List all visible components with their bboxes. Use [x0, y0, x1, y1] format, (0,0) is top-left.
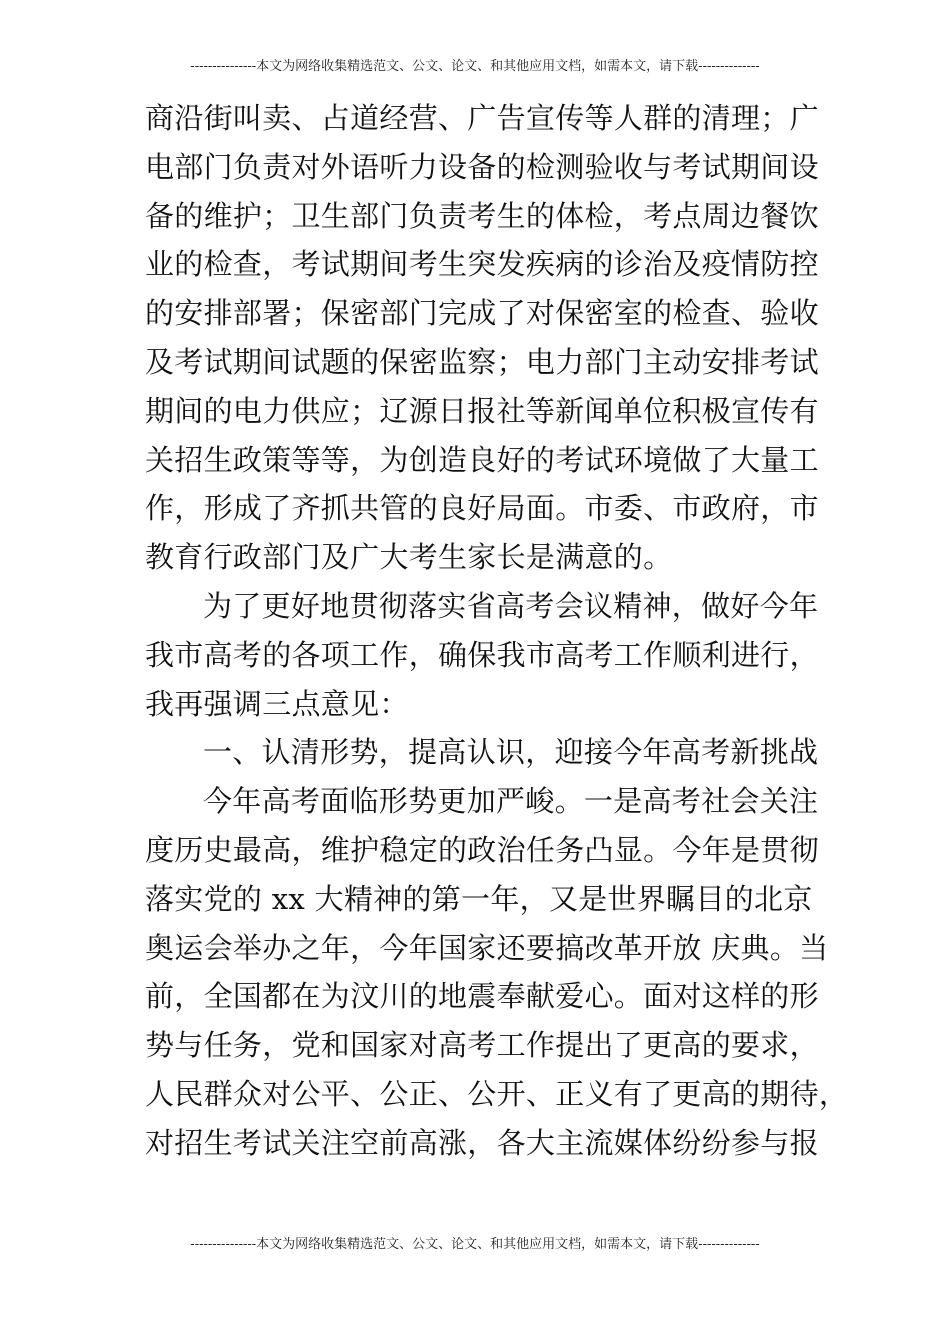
text-line: 奥运会举办之年，今年国家还要搞改革开放 庆典。当 — [145, 930, 829, 965]
text-line: 一、认清形势，提高认识，迎接今年高考新挑战 — [203, 735, 819, 770]
text-line: 我市高考的各项工作，确保我市高考工作顺利进行， — [145, 637, 819, 672]
text-line: 关招生政策等等，为创造良好的考试环境做了大量工 — [145, 442, 819, 477]
text-line: 度历史最高，维护稳定的政治任务凸显。今年是贯彻 — [145, 832, 819, 867]
text-line: 作，形成了齐抓共管的良好局面。市委、市政府，市 — [145, 491, 819, 526]
text-line: 人民群众对公平、公正、公开、正义有了更高的期待， — [145, 1076, 849, 1111]
text-line: 教育行政部门及广大考生家长是满意的。 — [145, 540, 673, 575]
text-line: 电部门负责对外语听力设备的检测验收与考试期间设 — [145, 149, 819, 184]
text-line: 期间的电力供应；辽源日报社等新闻单位积极宣传有 — [145, 393, 819, 428]
text-line: 为了更好地贯彻落实省高考会议精神，做好今年 — [203, 588, 819, 623]
text-line: 落实党的 xx 大精神的第一年，又是世界瞩目的北京 — [145, 881, 813, 916]
text-line: 商沿街叫卖、占道经营、广告宣传等人群的清理；广 — [145, 101, 819, 135]
text-line: 业的检查，考试期间考生突发疾病的诊治及疫情防控 — [145, 247, 819, 282]
header-banner: ---------------本文为网络收集精选范文、公文、论文、和其他应用文档，如需本文，请下载-------------- — [190, 59, 760, 74]
text-line: 今年高考面临形势更加严峻。一是高考社会关注 — [203, 784, 819, 819]
text-line: 备的维护；卫生部门负责考生的体检，考点周边餐饮 — [145, 198, 819, 233]
text-line: 我再强调三点意见： — [145, 686, 409, 721]
text-line: 势与任务，党和国家对高考工作提出了更高的要求， — [145, 1028, 819, 1063]
text-line: 前，全国都在为汶川的地震奉献爱心。面对这样的形 — [145, 979, 819, 1014]
text-line: 对招生考试关注空前高涨，各大主流媒体纷纷参与报 — [145, 1125, 819, 1160]
text-line: 及考试期间试题的保密监察；电力部门主动安排考试 — [145, 344, 819, 379]
text-line: 的安排部署；保密部门完成了对保密室的检查、验收 — [145, 296, 819, 331]
footer-banner: ---------------本文为网络收集精选范文、公文、论文、和其他应用文档，如需本文，请下载-------------- — [190, 1237, 760, 1252]
document-body — [145, 94, 849, 1168]
